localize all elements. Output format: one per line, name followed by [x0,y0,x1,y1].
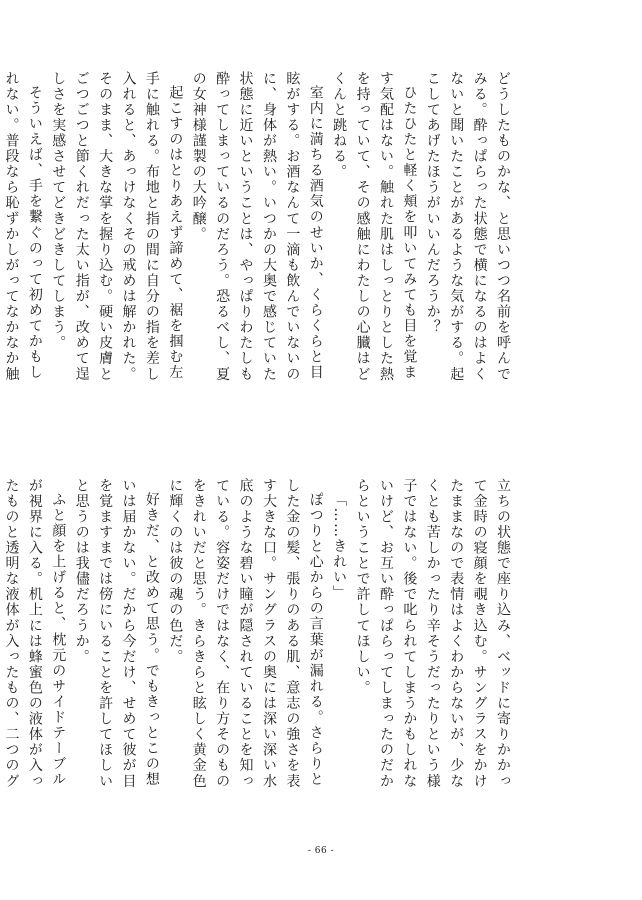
paragraph: ぽつりと心からの言葉が漏れる。さらりとした金の髪、張りのある肌、意志の強さを表す大きな口。サングラスの奥には深い深い水底のような碧い瞳が隠されていることを知っている。容姿だけではなく、在り方そのものをきれいだと思う。きらきらと眩しく黄金色に輝くのは彼の魂の色だ。 [167,478,324,789]
page-number: - 66 - [307,846,335,856]
paragraph: そういえば、手を繋ぐのって初めてかもしれない。普段なら恥ずかしがってなかなか触 [3,71,43,382]
text-block-lower [3,478,514,799]
paragraph: 室内に満ちる酒気のせいか、くらくらと目眩がする。お酒なんて一滴も飲んでいないのに、身体が熱い。いつかの大奥で感じていた状態に近いということは、やっぱりわたしも酔ってしまっているのだろう。恐るべし、夏の女神様謹製の大吟醸。 [190,71,324,382]
paragraph: どうしたものかな、と思いつつ名前を呼んでみる。酔っぱらった状態で横になるのはよくないと聞いたことがあるような気がする。起こしてあげたほうがいいんだろうか？ [424,71,511,382]
text-block-upper [3,71,514,392]
paragraph: ひたひたと軽く頬を叩いてみても目を覚ます気配はない。触れた肌はしっとりとした熱を持っていて、その感触にわたしの心臓はどくんと跳ねる。 [331,71,418,382]
paragraph: 好きだ、と改めて思う。でもきっとこの想いは届かない。だから今だけ、せめて彼が目を覚ますまでは傍にいることを許してほしいと思うのは我儘だろうか。 [73,478,160,789]
paragraph: ふと顔を上げると、枕元のサイドテーブルが視界に入る。机上には蜂蜜色の液体が入ったものと透明な液体が入ったもの、二つのグ [3,478,67,789]
paragraph: 起こすのはとりあえず諦めて、裾を掴む左手に触れる。布地と指の間に自分の指を差し入れると、あっけなくその戒めは解かれた。そのまま、大きな掌を握り込む。硬い皮膚とごつごつと節くれだった太い指が、改めて逞しさを実感させてどきどきしてしまう。 [50,71,184,382]
dialogue-line: 「……きれい」 [331,492,348,601]
paragraph: 立ちの状態で座り込み、ベッドに寄りかかって金時の寝顔を覗き込む。サングラスをかけたままなので表情はよくわからないが、少なくとも苦しかったり辛そうだったりという様子ではない。後で叱られてしまうかもしれないけど、お互い酔っぱらってしまったのだからということで許してほしい。 [354,478,511,789]
